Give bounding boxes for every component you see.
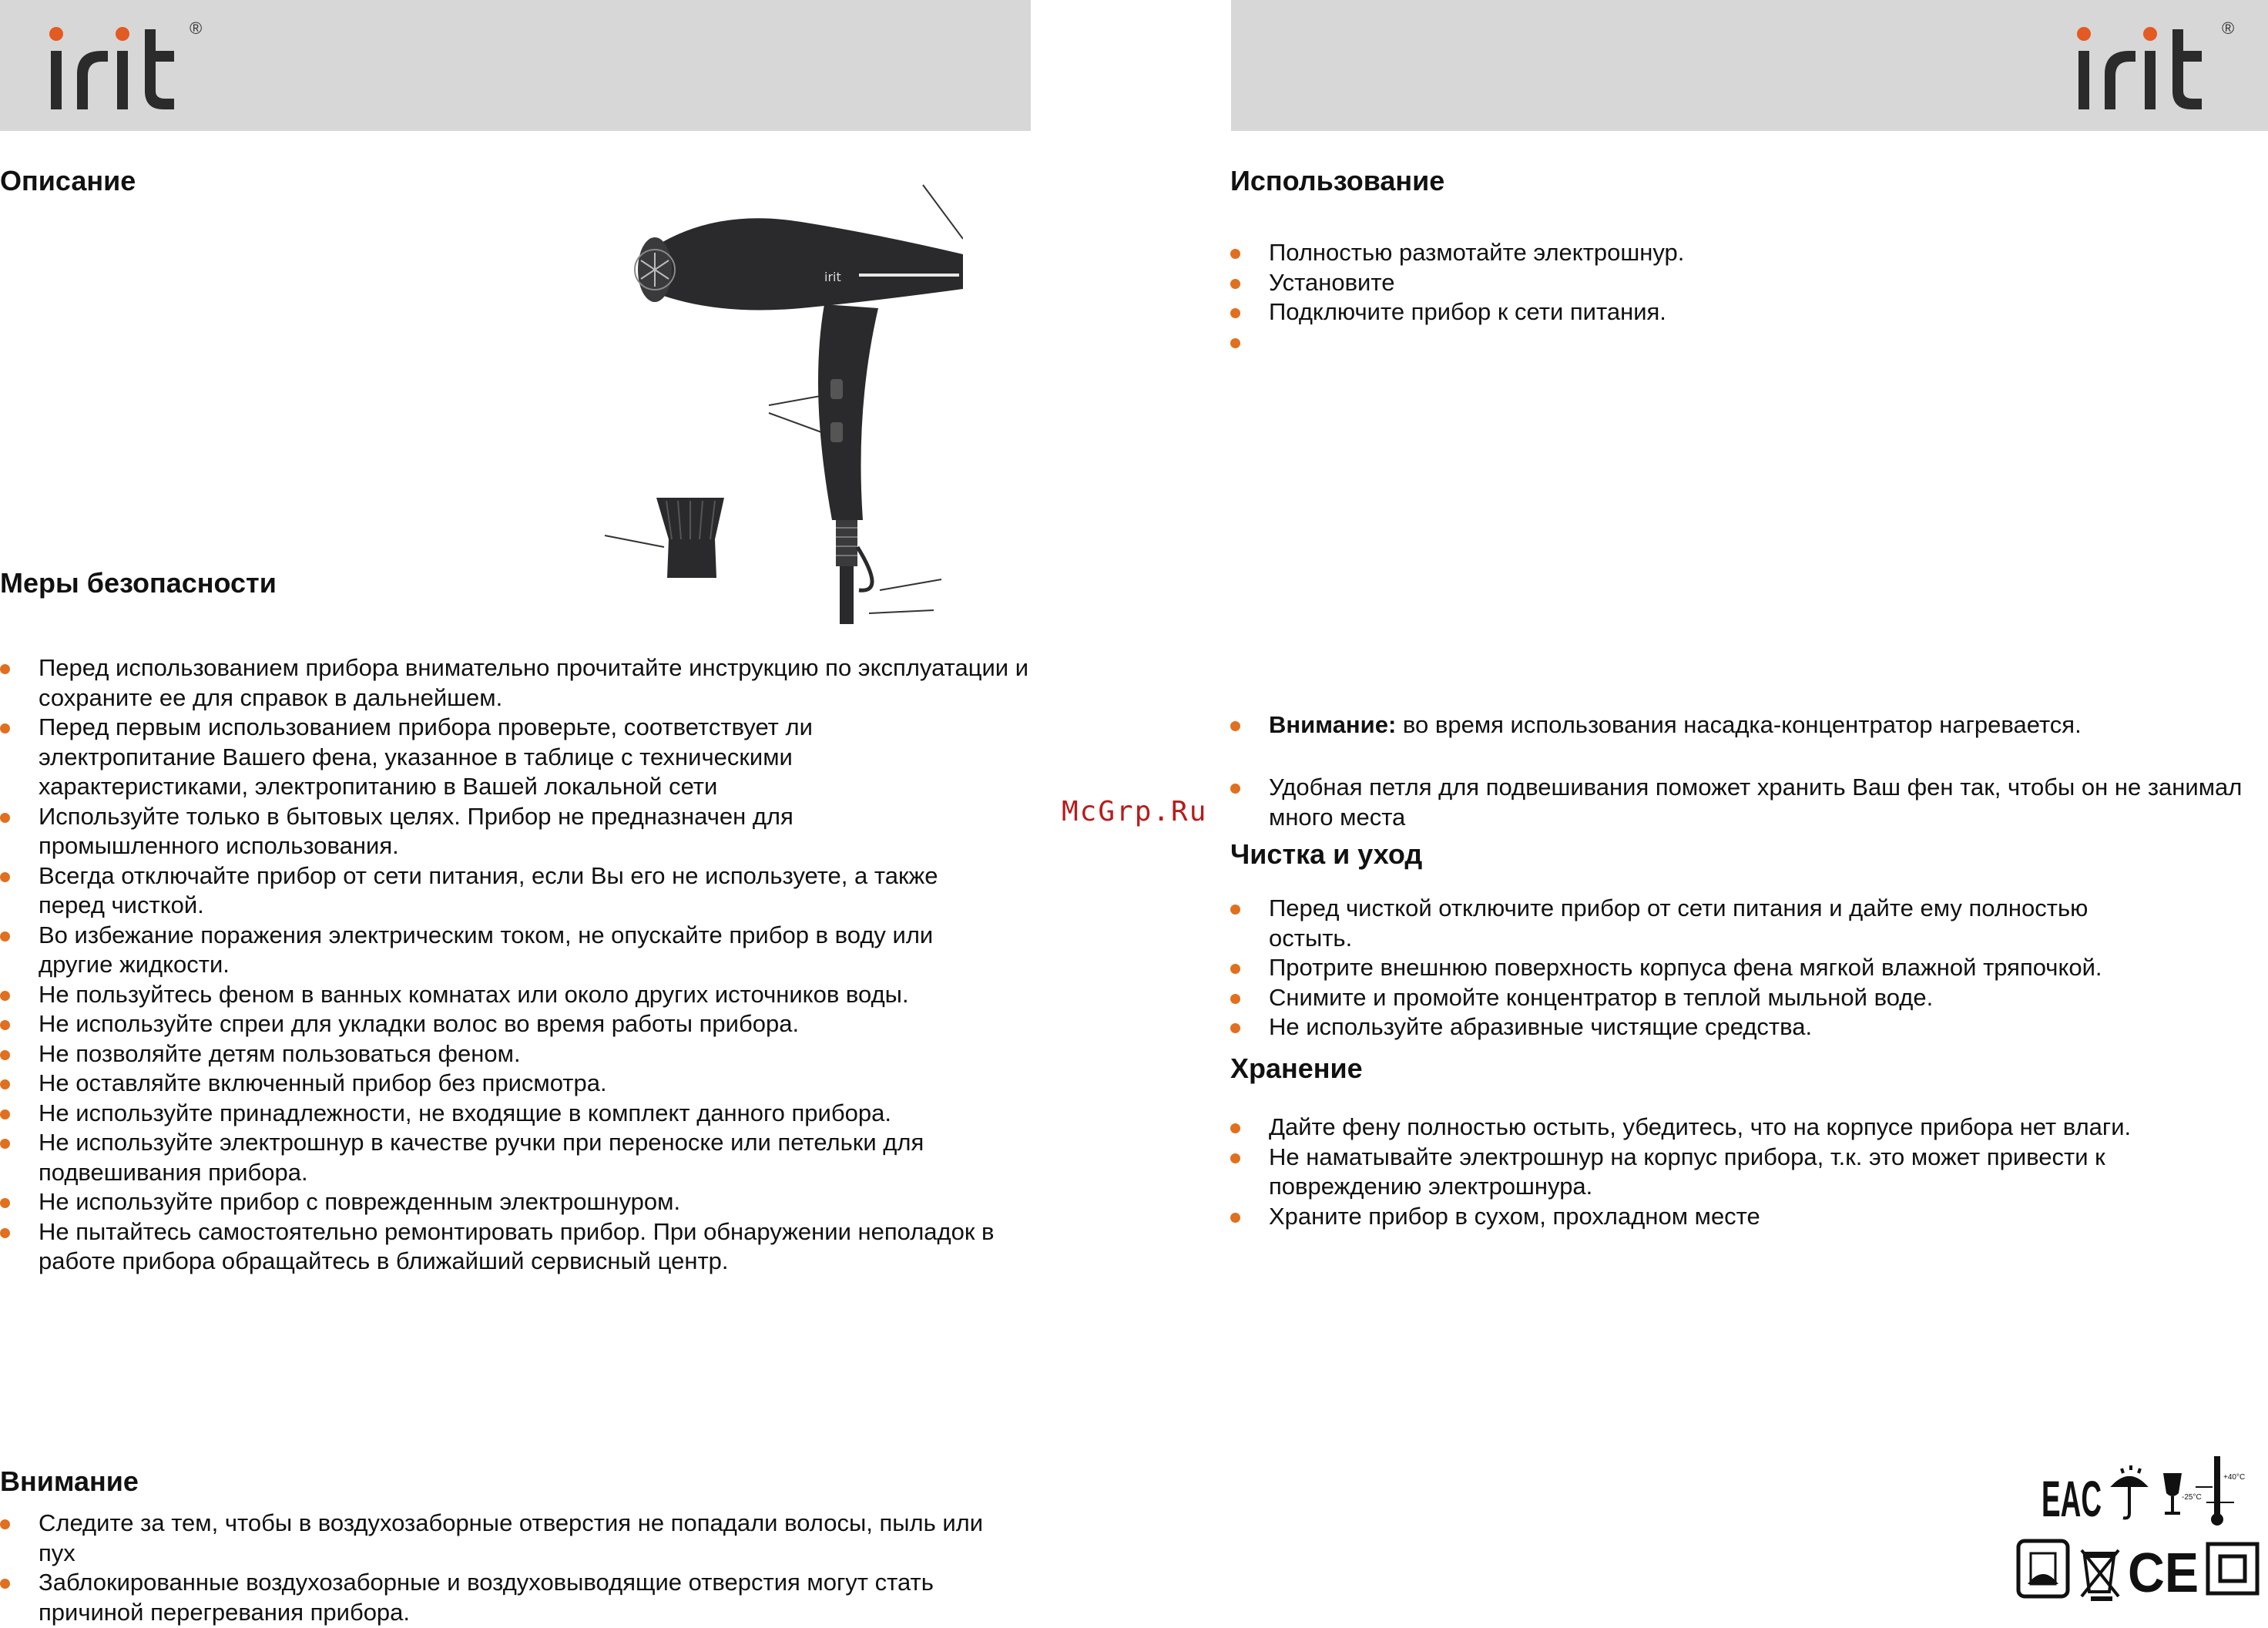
weee-icon (2082, 1550, 2119, 1601)
safety-list (0, 653, 1036, 1277)
list-item: Всегда отключайте прибор от сети питания, если Вы его не используете, а также перед чисткой. (0, 861, 986, 921)
certification-marks (2011, 1448, 2265, 1622)
warning-label: Внимание: (1269, 711, 1397, 738)
fragile-icon (2163, 1473, 2182, 1515)
ce-mark-icon (2128, 1542, 2199, 1604)
watermark-text: McGrp.Ru (1062, 796, 1208, 827)
storage-heading: Хранение (1230, 1052, 1363, 1084)
list-item: Не оставляйте включенный прибор без присмотра. (0, 1069, 1036, 1099)
list-item: Храните прибор в сухом, прохладном месте (1230, 1202, 2255, 1232)
ce-text: CE (2128, 1542, 2199, 1604)
list-item: Следите за тем, чтобы в воздухозаборные отверстия не попадали волосы, пыль или пух (0, 1509, 994, 1568)
list-item: Дайте фену полностью остыть, убедитесь, что на корпусе прибора нет влаги. (1230, 1113, 2255, 1143)
list-item: Не используйте принадлежности, не входящие в комплект данного прибора. (0, 1099, 1036, 1129)
list-item: Используйте только в бытовых целях. Прибор не предназначен для промышленного использования. (0, 802, 909, 861)
registered-mark-right: ® (2222, 18, 2235, 38)
safety-heading: Меры безопасности (0, 567, 277, 599)
temp-high-label: +40°C (2223, 1473, 2246, 1482)
warning-text: во время использования насадка-концентратор нагревается. (1402, 711, 2082, 738)
irit-logo-graphic (46, 14, 193, 114)
handle-with-care-icon (2018, 1541, 2068, 1596)
list-item: Подключите прибор к сети питания. (1230, 297, 2232, 327)
temperature-limit-icon (2182, 1456, 2245, 1526)
list-item: Протрите внешнюю поверхность корпуса фена мягкой влажной тряпочкой. (1230, 953, 2216, 983)
list-item: Не пытайтесь самостоятельно ремонтировать прибор. При обнаружении неполадок в работе прибора обращайтесь в ближайший сервисный центр. (0, 1217, 1001, 1277)
registered-mark-left: ® (190, 18, 203, 38)
list-item: Перед использованием прибора внимательно прочитайте инструкцию по эксплуатации и сохраните ее для справок в дальнейшем. (0, 653, 1036, 713)
list-item: Не используйте прибор с поврежденным электрошнуром. (0, 1187, 1036, 1217)
description-heading: Описание (0, 165, 136, 196)
usage-list (1230, 238, 2232, 357)
hair-dryer-illustration (601, 177, 963, 628)
svg-text:irit: irit (824, 270, 841, 284)
list-item (1230, 327, 2232, 357)
list-item: Не используйте абразивные чистящие средства. (1230, 1012, 2216, 1042)
attention-heading: Внимание (0, 1465, 139, 1497)
cleaning-list (1230, 894, 2216, 1042)
warning-list (1230, 710, 2263, 740)
list-item: Перед первым использованием прибора проверьте, соответствует ли электропитание Вашего фена, указанное в таблице с техническими характеристиками, электропитанию в Вашей локальной сети (0, 713, 909, 802)
list-item: Заблокированные воздухозаборные и воздуховыводящие отверстия могут стать причиной перегревания прибора. (0, 1568, 994, 1627)
warning-item (1230, 710, 2263, 740)
list-item: Во избежание поражения электрическим током, не опускайте прибор в воду или другие жидкости. (0, 921, 1001, 980)
list-item: Перед чисткой отключите прибор от сети питания и дайте ему полностью остыть. (1230, 894, 2178, 953)
temp-low-label: -25°C (2182, 1493, 2202, 1502)
list-item: Не пользуйтесь феном в ванных комнатах или около других источников воды. (0, 980, 1036, 1010)
attention-list (0, 1509, 994, 1627)
keep-dry-icon (2114, 1465, 2145, 1518)
usage-heading: Использование (1230, 165, 1445, 196)
eac-mark-icon (2042, 1470, 2102, 1527)
storage-list (1230, 1113, 2255, 1231)
loop-item: Удобная петля для подвешивания поможет хранить Ваш фен так, чтобы он не занимал много места (1230, 773, 2263, 832)
list-item: Полностью размотайте электрошнур. (1230, 238, 2232, 268)
cleaning-heading: Чистка и уход (1230, 838, 1423, 870)
irit-logo-graphic (2074, 14, 2220, 114)
list-item: Снимите и промойте концентратор в теплой мыльной воде. (1230, 983, 2216, 1013)
brand-logo-right (2074, 14, 2220, 129)
brand-logo-left (46, 14, 193, 129)
list-item: Не используйте электрошнур в качестве ручки при переноске или петельки для подвешивания прибора. (0, 1128, 1036, 1187)
loop-list (1230, 773, 2263, 832)
list-item: Не позволяйте детям пользоваться феном. (0, 1039, 1036, 1069)
eac-text: EAC (2042, 1470, 2102, 1527)
list-item: Не наматывайте электрошнур на корпус прибора, т.к. это может привести к повреждению электрошнура. (1230, 1143, 2232, 1202)
list-item: Установите (1230, 268, 2232, 298)
double-insulation-icon (2208, 1544, 2257, 1593)
list-item: Не используйте спреи для укладки волос во время работы прибора. (0, 1009, 1036, 1039)
